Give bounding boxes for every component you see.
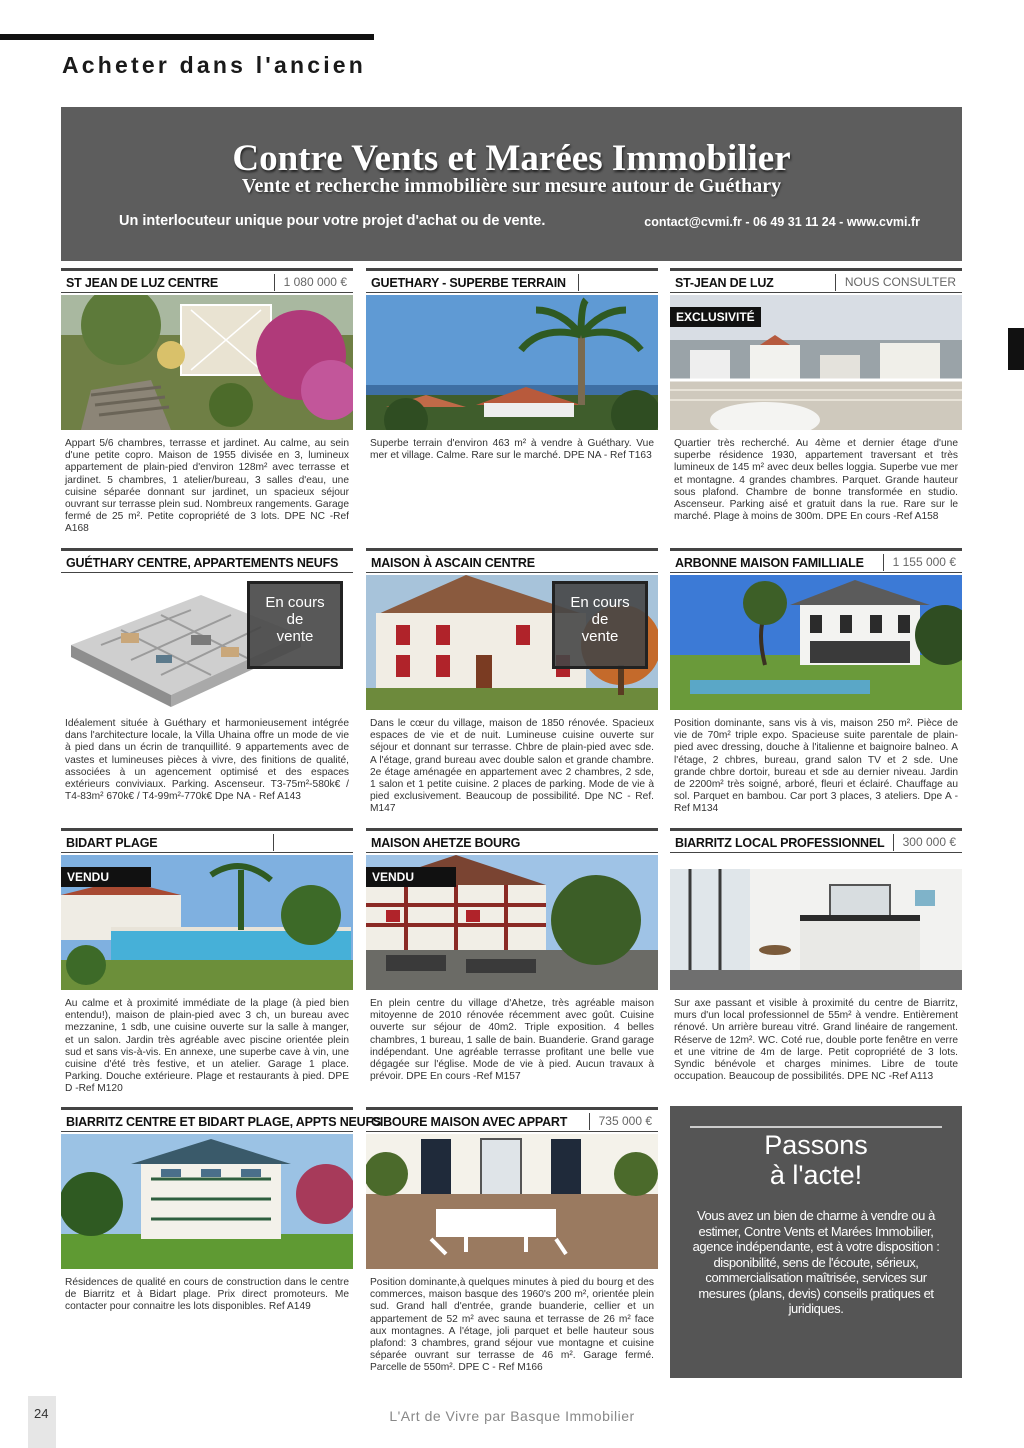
promo-divider bbox=[690, 1126, 942, 1128]
listing-header bbox=[61, 548, 353, 573]
listing-header bbox=[366, 268, 658, 293]
sale-status-line: En cours bbox=[265, 594, 325, 611]
promo-box bbox=[670, 1106, 962, 1378]
listing-header bbox=[61, 268, 353, 293]
listing-photo-3d-floorplan bbox=[61, 575, 353, 710]
listing-description: Résidences de qualité en cours de construction dans le centre de Biarritz et à Bidart plage. Prix direct promoteurs. Me contacter pour connaitre les lots disponibles. Ref A149 bbox=[65, 1277, 349, 1313]
listing-description: Position dominante,à quelques minutes à pied du bourg et des commerces, maison basque des 1960's 200 m², orientée plein sud. Grand hall d'entrée, grande buanderie, cellier et un appartement de 52 m² avec sauna et terrasse de 26 m² face aux montagnes. A l'étage, joli parquet et belle hauteur sous plafond: 3 chambres, grand séjour vue montagne et cuisine séparée ouvrant sur terrasse de 46 m². Garage fermé. Parcelle de 550m². DPE C - Ref M166 bbox=[370, 1277, 654, 1374]
listing-title: ST-JEAN DE LUZ bbox=[675, 276, 774, 290]
listing-photo-office-interior bbox=[670, 855, 962, 990]
listing-photo-sea-view-palm bbox=[366, 295, 658, 430]
agency-banner bbox=[61, 107, 962, 261]
exclusive-badge: EXCLUSIVITÉ bbox=[670, 307, 761, 327]
listing-description: Superbe terrain d'environ 463 m² à vendre à Guéthary. Vue mer et village. Calme. Rare sur le marché. DPE NA - Ref T163 bbox=[370, 438, 654, 462]
listing-card[interactable] bbox=[670, 268, 962, 540]
listing-description: Appart 5/6 chambres, terrasse et jardinet. Au calme, au sein d'une petite copro. Maison de 1955 divisée en 3, lumineux appartement de plain-pied d'environ 128m² avec terrasse et jardinet. 5 chambres, 1 atelier/bureau, 3 salles d'eau, une cuisine séparée donnant sur jardinet, un spacieux séjour ouvrant sur terrasse plein sud. Nombreux rangements. Garage fermé de 25 m². Petite copropriété de 3 lots. DPE NC -Ref A168 bbox=[65, 438, 349, 535]
listing-title: BIDART PLAGE bbox=[66, 836, 158, 850]
listing-title: ARBONNE MAISON FAMILLIALE bbox=[675, 556, 864, 570]
listing-card[interactable] bbox=[670, 548, 962, 820]
listing-header bbox=[670, 268, 962, 293]
listing-description: Idéalement située à Guéthary et harmonieusement intégrée dans l'architecture locale, la Villa Uhaina offre un mode de vie à pied dans un écrin de tranquillité. 9 appartements avec de vastes et lumineuses pièces à vivre, des finitions de qualité, associées à un agencement optimisé et des espaces extérieurs conviviaux. Parking. Ascenseur. T3-75m²-580k€ / T4-83m² 670k€ / T4-99m²-770k€ Dpe NA - Ref A143 bbox=[65, 718, 349, 803]
promo-title bbox=[670, 1130, 962, 1190]
sale-status-line: de bbox=[591, 611, 609, 628]
listing-title: GUÉTHARY CENTRE, APPARTEMENTS NEUFS bbox=[66, 556, 339, 570]
top-rule bbox=[0, 34, 374, 40]
listing-card[interactable] bbox=[670, 828, 962, 1100]
listing-card[interactable] bbox=[366, 828, 658, 1100]
section-title: Acheter dans l'ancien bbox=[62, 52, 367, 78]
agency-subtitle: Vente et recherche immobilière sur mesure autour de Guéthary bbox=[241, 175, 782, 197]
listing-price bbox=[578, 274, 658, 291]
listing-header bbox=[366, 548, 658, 573]
promo-title-line-2: à l'acte! bbox=[769, 1160, 863, 1190]
listing-price: NOUS CONSULTER bbox=[835, 274, 962, 291]
listing-photo-city-view-balcony bbox=[670, 295, 962, 430]
listing-card[interactable] bbox=[366, 268, 658, 540]
listing-photo-family-house-pool bbox=[670, 575, 962, 710]
sold-badge: VENDU bbox=[61, 867, 151, 887]
listing-photo-basque-terrace bbox=[366, 855, 658, 990]
listing-header bbox=[670, 548, 962, 573]
listing-description: Dans le cœur du village, maison de 1850 rénovée. Spacieux espaces de vie et de nuit. Lumineuse cuisine ouverte sur séjour et donnant sur terrasse. Chbre de plain-pied avec sde. A l'étage, grand bureau avec double salon et grande chambre. 2e étage aménagée en appartement avec 2 chambres, 2 sde, 1 salon et 1 petite cuisine. 2 places de parking. Mode de vie à pied exclusivement. Beaucoup de possibilité. Dpe NC - Ref. M147 bbox=[370, 718, 654, 815]
listing-price: 735 000 € bbox=[589, 1113, 658, 1130]
agency-contact[interactable]: contact@cvmi.fr - 06 49 31 11 24 - www.cvmi.fr bbox=[644, 215, 920, 229]
listing-card[interactable] bbox=[61, 548, 353, 820]
sale-status-badge bbox=[552, 581, 648, 669]
listing-card[interactable] bbox=[61, 1107, 382, 1379]
listing-header bbox=[61, 828, 353, 853]
listing-card[interactable] bbox=[61, 268, 353, 540]
listing-title: MAISON AHETZE BOURG bbox=[371, 836, 521, 850]
sold-badge: VENDU bbox=[366, 867, 456, 887]
listing-card[interactable] bbox=[366, 548, 658, 820]
listing-title: CIBOURE MAISON AVEC APPART bbox=[371, 1115, 568, 1129]
listing-description: Quartier très recherché. Au 4ème et dernier étage d'une superbe résidence 1930, appartement traversant et très lumineux de 145 m² avec deux belles loggia. Superbe vue mer et montagne. 4 grandes chambres. Parquet. Grande hauteur sous plafond. Chambre de bonne transformée en studio. Ascenseur. Parking aisé et gratuit dans la rue. Rare sur le marché. Plage à moins de 300m. DPE En cours -Ref A158 bbox=[674, 438, 958, 523]
listing-card[interactable] bbox=[366, 1107, 658, 1379]
listing-description: Sur axe passant et visible à proximité du centre de Biarritz, murs d'un local professionnel de 55m² à vendre. Entièrement rénové. Un arrière bureau vitré. Grand linéaire de rangement. Réserve de 12m². WC. Coté rue, double porte fenêtre en verre et une vitrine de 4m de large. Petit copropriété de 3 lots. Syndic bénévole et charges minimes. Libre de toute occupation. Beaucoup de possibilités. DPE NC -Ref A113 bbox=[674, 998, 958, 1083]
listing-header bbox=[366, 1107, 658, 1132]
listing-description: Position dominante, sans vis à vis, maison 250 m². Pièce de vie de 70m² triple expo. Spacieuse suite parentale de plain-pied avec dressing, douche à l'italienne et baignoire balneo. A l'étage, 2 chbres, bureau, grand salon TV et 2 sde. Une grande chbre dortoir, bureau et sde au dernier niveau. Jardin de 2200m² très soigné, arboré, fleuri et éclairé. Chauffage au sol. Parquet en bambou. Car port 3 places, 3 ateliers. Dpe A - Ref M134 bbox=[674, 718, 958, 815]
promo-text: Vous avez un bien de charme à vendre ou à estimer, Contre Vents et Marées Immobilier, agence indépendante, est à votre disposition : disponibilité, sens de l'écoute, sérieux, commercialisation maîtrisée, services sur mesures (plans, devis) conseils pratiques et juridiques. bbox=[692, 1208, 940, 1316]
sale-status-line: vente bbox=[581, 628, 619, 645]
sale-status-badge bbox=[247, 581, 343, 669]
listing-header bbox=[366, 828, 658, 853]
listing-photo-garden-terrace bbox=[61, 295, 353, 430]
listing-description: Au calme et à proximité immédiate de la plage (à pied bien entendu!), maison de plain-pied avec 3 ch, un bureau avec mezzanine, 1 sdb, une cuisine ouverte sur la salle à manger, et un salon. Jardin très agréable avec piscine orientée plein sud et sans vis-à-vis. En annexe, une superbe cave à vin, une cuisine d'été très festive, et un atelier. Garage 1 place. Parking. Douche extérieure. Plage et restaurants à pied. DPE D -Ref M120 bbox=[65, 998, 349, 1095]
listing-header bbox=[61, 1107, 382, 1132]
listing-title: ST JEAN DE LUZ CENTRE bbox=[66, 276, 219, 290]
listing-title: GUETHARY - SUPERBE TERRAIN bbox=[371, 276, 566, 290]
listing-header bbox=[670, 828, 962, 853]
listing-price bbox=[273, 834, 353, 851]
page-number: 24 bbox=[34, 1406, 49, 1421]
listing-title: BIARRITZ LOCAL PROFESSIONNEL bbox=[675, 836, 885, 850]
listing-title: MAISON À ASCAIN CENTRE bbox=[371, 556, 535, 570]
agency-name: Contre Vents et Marées Immobilier bbox=[232, 138, 791, 179]
sale-status-line: vente bbox=[276, 628, 314, 645]
listing-photo-new-residence bbox=[61, 1134, 353, 1269]
sale-status-line: En cours bbox=[570, 594, 630, 611]
listing-description: En plein centre du village d'Ahetze, très agréable maison mitoyenne de 2010 rénovée récemment avec goût. Cuisine ouverte sur séjour de 40m2. Triple exposition. 4 belles chambres, 1 bureau, 1 salle de bain. Buanderie. Grand garage indépendant. Une agréable terrasse profitant une belle vue dégagée sur l'église. Mode de vie à pied. Aucun travaux à prévoir. DPE En cours -Ref M157 bbox=[370, 998, 654, 1083]
listing-photo-basque-house bbox=[366, 575, 658, 710]
sale-status-line: de bbox=[286, 611, 304, 628]
side-tab-marker bbox=[1008, 328, 1024, 370]
listing-price: 1 080 000 € bbox=[274, 274, 353, 291]
publication-footer: L'Art de Vivre par Basque Immobilier bbox=[389, 1408, 635, 1424]
listing-photo-terrace-dining bbox=[366, 1134, 658, 1269]
listing-card[interactable] bbox=[61, 828, 353, 1100]
listing-price: 1 155 000 € bbox=[883, 554, 962, 571]
agency-tagline: Un interlocuteur unique pour votre projet d'achat ou de vente. bbox=[119, 213, 546, 229]
promo-title-line-1: Passons bbox=[764, 1130, 868, 1160]
listing-title: BIARRITZ CENTRE ET BIDART PLAGE, APPTS NEUFS bbox=[66, 1115, 382, 1129]
listing-photo-pool-villa bbox=[61, 855, 353, 990]
listing-price: 300 000 € bbox=[893, 834, 962, 851]
